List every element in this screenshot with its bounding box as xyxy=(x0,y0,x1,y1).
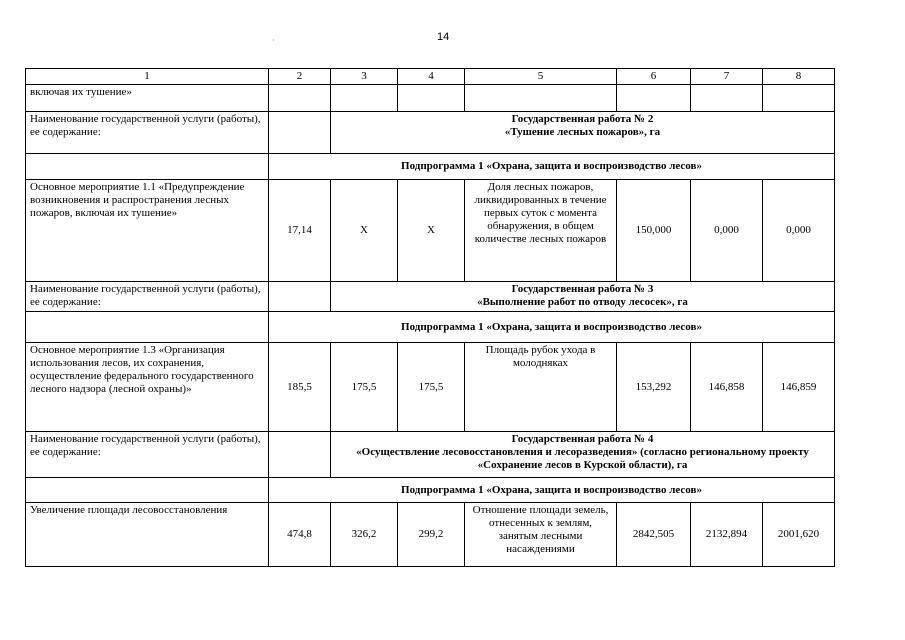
indicator-cell: Доля лесных пожаров, ликвидированных в течение первых суток с момента обнаружения, в общем количестве лесных пожаров xyxy=(465,180,617,282)
value-cell: 185,5 xyxy=(269,343,331,432)
value-cell: 175,5 xyxy=(331,343,398,432)
work-title-cell xyxy=(331,112,835,154)
value-cell: 153,292 xyxy=(617,343,691,432)
work-title-line1: Государственная работа № 4 xyxy=(511,433,654,445)
value-cell: Х xyxy=(331,180,398,282)
table-row xyxy=(26,503,835,567)
value-cell: Х xyxy=(398,180,465,282)
work-title-cell xyxy=(331,282,835,312)
value-cell: 175,5 xyxy=(398,343,465,432)
value-cell: 2001,620 xyxy=(763,503,835,567)
value-cell: 2842,505 xyxy=(617,503,691,567)
value-cell: 0,000 xyxy=(691,180,763,282)
indicator-cell: Отношение площади земель, отнесенных к землям, занятым лесными насаждениями xyxy=(465,503,617,567)
subprogram-title: Подпрограмма 1 «Охрана, защита и воспроизводство лесов» xyxy=(269,154,835,180)
table-row xyxy=(26,343,835,432)
value-cell: 0,000 xyxy=(763,180,835,282)
value-cell: 2132,894 xyxy=(691,503,763,567)
work-title-row xyxy=(26,432,835,478)
work-title-line1: Государственная работа № 3 xyxy=(511,283,654,295)
value-cell: 326,2 xyxy=(331,503,398,567)
header-cell-8: 8 xyxy=(763,69,835,85)
work-title-cell xyxy=(331,432,835,478)
subprogram-row xyxy=(26,154,835,180)
row-label: Основное мероприятие 1.3 «Организация использования лесов, их сохранения, осуществление федерального государственного лесного надзора (лесной охраны)» xyxy=(26,343,269,432)
work-title-line1: Государственная работа № 2 xyxy=(511,113,654,125)
work-title-line2: «Тушение лесных пожаров», га xyxy=(504,126,661,138)
value-cell: 17,14 xyxy=(269,180,331,282)
value-cell: 299,2 xyxy=(398,503,465,567)
value-cell: 146,859 xyxy=(763,343,835,432)
row-label: включая их тушение» xyxy=(26,85,269,112)
row-label: Наименование государственной услуги (работы), ее содержание: xyxy=(26,282,269,312)
work-title-row xyxy=(26,282,835,312)
indicator-cell: Площадь рубок ухода в молодняках xyxy=(465,343,617,432)
row-label: Наименование государственной услуги (работы), ее содержание: xyxy=(26,432,269,478)
work-title-line2: «Осуществление лесовосстановления и лесоразведения» (согласно региональному проекту «Сохранение лесов в Курской области), га xyxy=(356,446,809,471)
row-label: Наименование государственной услуги (работы), ее содержание: xyxy=(26,112,269,154)
page-number: 14 xyxy=(437,31,450,43)
subprogram-title: Подпрограмма 1 «Охрана, защита и воспроизводство лесов» xyxy=(269,478,835,503)
header-cell-1: 1 xyxy=(26,69,269,85)
subprogram-row xyxy=(26,312,835,343)
header-cell-4: 4 xyxy=(398,69,465,85)
header-cell-6: 6 xyxy=(617,69,691,85)
value-cell: 150,000 xyxy=(617,180,691,282)
row-label: Основное мероприятие 1.1 «Предупреждение возникновения и распространения лесных пожаров, включая их тушение» xyxy=(26,180,269,282)
work-title-line2: «Выполнение работ по отводу лесосек», га xyxy=(477,296,688,308)
value-cell: 146,858 xyxy=(691,343,763,432)
row-label: Увеличение площади лесовосстановления xyxy=(26,503,269,567)
header-row xyxy=(26,69,835,85)
subprogram-row xyxy=(26,478,835,503)
work-title-row xyxy=(26,112,835,154)
header-cell-3: 3 xyxy=(331,69,398,85)
header-cell-5: 5 xyxy=(465,69,617,85)
indicators-table xyxy=(25,68,835,567)
scan-speck: · xyxy=(272,36,275,45)
header-cell-2: 2 xyxy=(269,69,331,85)
table-row xyxy=(26,180,835,282)
header-cell-7: 7 xyxy=(691,69,763,85)
subprogram-title: Подпрограмма 1 «Охрана, защита и воспроизводство лесов» xyxy=(269,312,835,343)
table-row xyxy=(26,85,835,112)
value-cell: 474,8 xyxy=(269,503,331,567)
